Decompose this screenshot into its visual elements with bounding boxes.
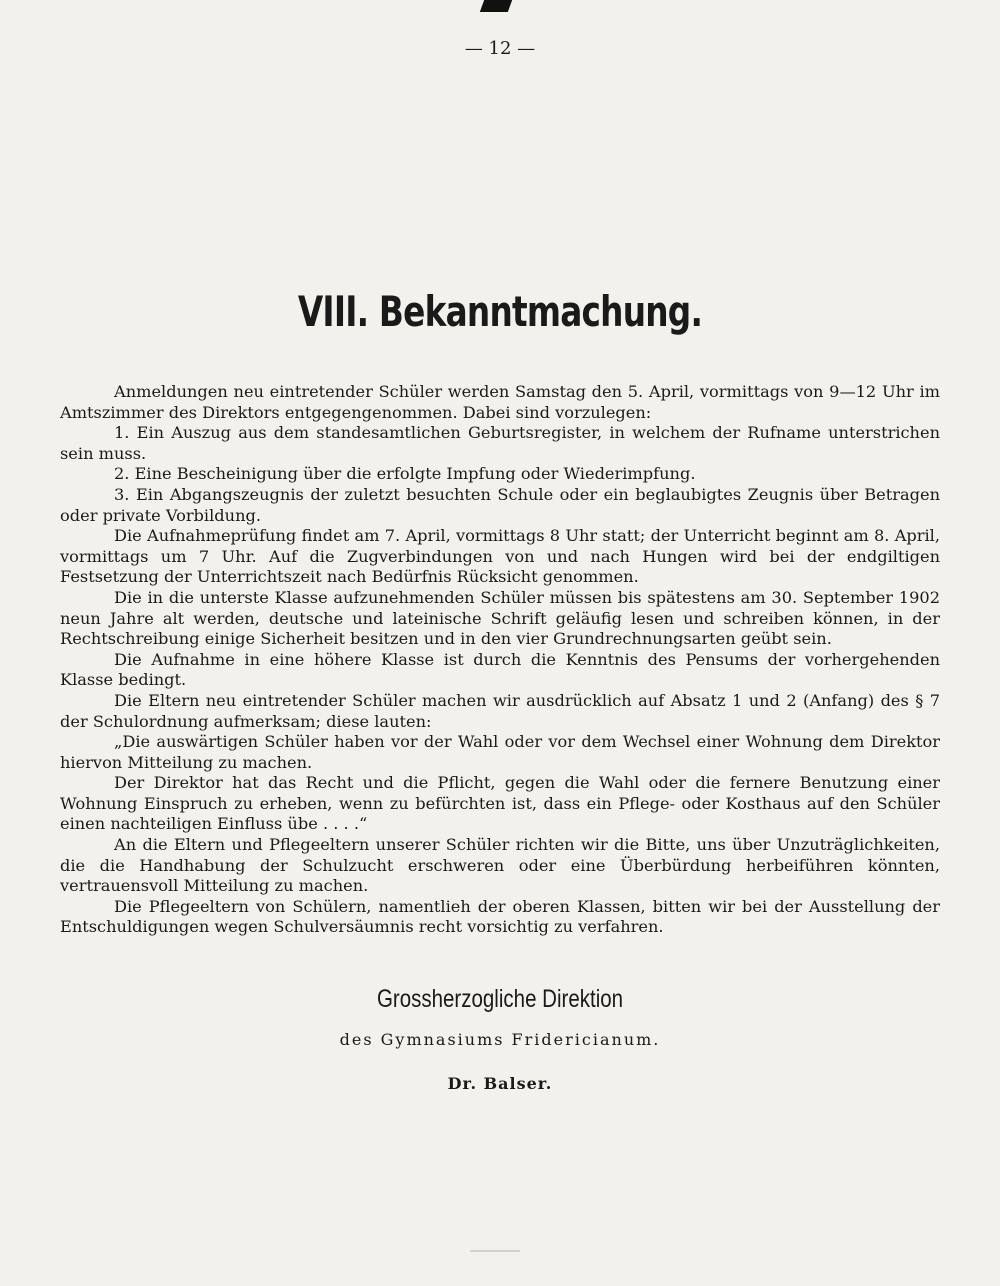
end-ornament [470,1250,520,1255]
list-item: 3. Ein Abgangszeugnis der zuletzt besuchten Schule oder ein beglaubigtes Zeugnis über Betragen oder private Vorbildung. [60,484,940,525]
signature-authority: Grossherzogliche Direktion [376,985,624,1013]
paragraph: Anmeldungen neu eintretender Schüler werden Samstag den 5. April, vormittags von 9—12 Uhr im Amtszimmer des Direktors entgegengenommen. Dabei sind vorzulegen: [60,382,940,422]
page-number: — 12 — [464,38,536,59]
paragraph: Die Eltern neu eintretender Schüler machen wir ausdrücklich auf Absatz 1 und 2 (Anfang) des § 7 der Schulordnung aufmerksam; diese lauten: [60,690,940,731]
page-title: VIII. Bekanntmachung. [297,287,703,336]
paragraph: Die Aufnahmeprüfung findet am 7. April, vormittags 8 Uhr statt; der Unterricht beginnt am 8. April, vormittags um 7 Uhr. Auf die Zugverbindungen von und nach Hungen wird bei der endgiltigen Festsetzung der Unterrichtszeit nach Bedürfnis Rücksicht genommen. [60,526,940,587]
list-item: 2. Eine Bescheinigung über die erfolgte Impfung oder Wiederimpfung. [114,464,696,484]
signature-name: Dr. Balser. [447,1074,553,1093]
paragraph: Die Pflegeeltern von Schülern, namentlieh der oberen Klassen, bitten wir bei der Ausstellung der Entschuldigungen wegen Schulversäumnis recht vorsichtig zu verfahren. [60,896,940,937]
signature-institution: des Gymnasiums Fridericianum. [339,1030,661,1049]
list-item: 1. Ein Auszug aus dem standesamtlichen Geburtsregister, in welchem der Rufname unterstrichen sein muss. [60,423,940,463]
ink-mark [480,0,512,12]
quote-paragraph: Der Direktor hat das Recht und die Pflicht, gegen die Wahl oder die fernere Benutzung einer Wohnung Einspruch zu erheben, wenn zu befürchten ist, dass ein Pflege- oder Kosthaus auf den Schüler einen nachteiligen Einfluss übe . . . .“ [60,773,940,834]
paragraph: An die Eltern und Pflegeeltern unserer Schüler richten wir die Bitte, uns über Unzuträglichkeiten, die die Handhabung der Schulzucht erschweren oder eine Überbürdung herbeiführen könnten, vertrauensvoll Mitteilung zu machen. [60,835,940,896]
paragraph: Die Aufnahme in eine höhere Klasse ist durch die Kenntnis des Pensums der vorhergehenden Klasse bedingt. [60,649,940,690]
quote-paragraph: „Die auswärtigen Schüler haben vor der Wahl oder vor dem Wechsel einer Wohnung dem Direktor hiervon Mitteilung zu machen. [60,732,940,772]
paragraph: Die in die unterste Klasse aufzunehmenden Schüler müssen bis spätestens am 30. September 1902 neun Jahre alt werden, deutsche und lateinische Schrift geläufig lesen und schreiben können, in der Rechtschreibung einige Sicherheit besitzen und in den vier Grundrechnungsarten geübt sein. [60,587,940,649]
notice-body [60,382,940,938]
